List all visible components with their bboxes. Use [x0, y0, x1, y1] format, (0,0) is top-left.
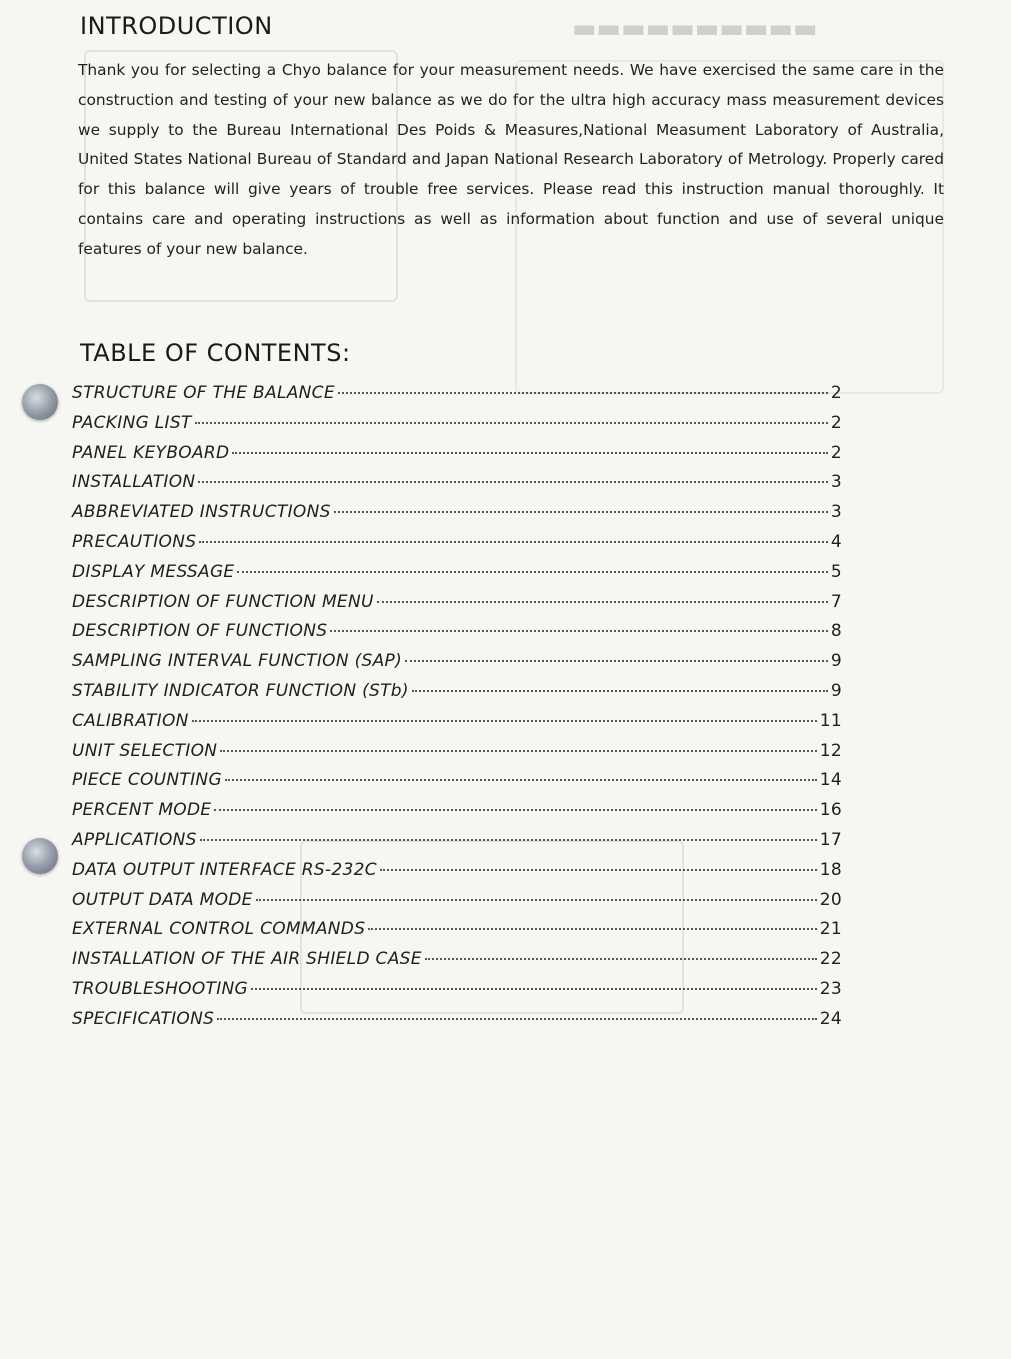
toc-entry	[72, 979, 842, 1009]
toc-entry-title: PIECE COUNTING	[72, 770, 222, 791]
binder-hole	[22, 384, 58, 420]
toc-entry-page: 9	[830, 680, 842, 701]
toc-entry	[72, 949, 842, 979]
toc-leader-dots	[237, 571, 827, 573]
toc-entry-title: CALIBRATION	[72, 710, 189, 731]
toc-entry-page: 4	[830, 531, 842, 552]
toc-entry	[72, 443, 842, 473]
toc-entry-title: PACKING LIST	[72, 412, 192, 433]
toc-leader-dots	[232, 452, 827, 454]
toc-leader-dots	[220, 750, 816, 752]
toc-list	[72, 383, 842, 1039]
toc-entry-title: APPLICATIONS	[72, 829, 197, 850]
toc-entry-page: 20	[819, 889, 842, 910]
toc-entry-page: 2	[830, 412, 842, 433]
toc-leader-dots	[195, 422, 828, 424]
toc-entry	[72, 830, 842, 860]
toc-entry-title: PANEL KEYBOARD	[72, 442, 230, 463]
toc-entry-title: INSTALLATION	[72, 472, 196, 493]
toc-entry	[72, 919, 842, 949]
toc-entry-title: OUTPUT DATA MODE	[72, 889, 253, 910]
toc-entry-title: INSTALLATION OF THE AIR SHIELD CASE	[72, 949, 422, 970]
toc-entry-title: ABBREVIATED INSTRUCTIONS	[72, 502, 331, 523]
toc-entry	[72, 890, 842, 920]
toc-entry-page: 14	[819, 770, 842, 791]
toc-leader-dots	[377, 601, 828, 603]
toc-entry	[72, 592, 842, 622]
toc-entry-title: DESCRIPTION OF FUNCTIONS	[72, 621, 328, 642]
toc-entry-title: PERCENT MODE	[72, 800, 212, 821]
toc-entry-title: DATA OUTPUT INTERFACE RS-232C	[72, 859, 377, 880]
toc-leader-dots	[368, 928, 816, 930]
toc-entry	[72, 711, 842, 741]
toc-entry-page: 2	[830, 442, 842, 463]
toc-entry-page: 17	[819, 829, 842, 850]
toc-entry-page: 3	[830, 472, 842, 493]
introduction-heading: INTRODUCTION	[80, 12, 273, 40]
binder-hole	[22, 838, 58, 874]
toc-entry-title: STRUCTURE OF THE BALANCE	[72, 383, 335, 403]
toc-entry-title: SAMPLING INTERVAL FUNCTION (SAP)	[72, 651, 403, 672]
toc-entry-title: DESCRIPTION OF FUNCTION MENU	[72, 591, 374, 612]
toc-entry	[72, 502, 842, 532]
bleed-through-heading: ▬▬▬▬▬▬▬▬▬▬	[572, 14, 818, 44]
toc-entry	[72, 621, 842, 651]
toc-entry-page: 22	[819, 949, 842, 970]
toc-leader-dots	[405, 660, 828, 662]
toc-entry	[72, 1009, 842, 1039]
toc-leader-dots	[251, 988, 817, 990]
toc-entry-page: 5	[830, 561, 842, 582]
toc-leader-dots	[198, 481, 827, 483]
toc-entry	[72, 681, 842, 711]
toc-leader-dots	[217, 1018, 817, 1020]
toc-entry	[72, 770, 842, 800]
toc-entry-page: 9	[830, 651, 842, 672]
toc-leader-dots	[334, 511, 828, 513]
toc-entry-page: 2	[830, 383, 842, 403]
toc-entry	[72, 472, 842, 502]
toc-entry-page: 12	[819, 740, 842, 761]
toc-entry-page: 8	[830, 621, 842, 642]
toc-entry-title: UNIT SELECTION	[72, 740, 218, 761]
toc-leader-dots	[192, 720, 817, 722]
toc-entry	[72, 651, 842, 681]
toc-leader-dots	[425, 958, 817, 960]
toc-entry-page: 7	[830, 591, 842, 612]
toc-entry-title: TROUBLESHOOTING	[72, 978, 249, 999]
toc-entry	[72, 413, 842, 443]
toc-entry-page: 11	[819, 710, 842, 731]
toc-entry-title: DISPLAY MESSAGE	[72, 561, 235, 582]
toc-entry-page: 23	[819, 978, 842, 999]
toc-leader-dots	[330, 630, 828, 632]
toc-leader-dots	[256, 899, 817, 901]
toc-entry-page: 16	[819, 800, 842, 821]
toc-leader-dots	[214, 809, 816, 811]
toc-entry-page: 24	[819, 1008, 842, 1029]
toc-entry-page: 3	[830, 502, 842, 523]
toc-entry-title: STABILITY INDICATOR FUNCTION (STb)	[72, 680, 409, 701]
toc-leader-dots	[412, 690, 828, 692]
toc-entry-page: 21	[819, 919, 842, 940]
toc-entry-title: SPECIFICATIONS	[72, 1008, 215, 1029]
toc-entry	[72, 562, 842, 592]
toc-heading: TABLE OF CONTENTS:	[80, 339, 351, 367]
toc-entry-page: 18	[819, 859, 842, 880]
toc-entry	[72, 532, 842, 562]
toc-leader-dots	[380, 869, 817, 871]
toc-entry-title: PRECAUTIONS	[72, 531, 197, 552]
introduction-paragraph: Thank you for selecting a Chyo balance for your measurement needs. We have exercised the same care in the construction and testing of your new balance as we do for the ultra high accuracy mass measurement devices we supply to the Bureau International Des Poids & Measures,National Measument Laboratory of Australia, United States National Bureau of Standard and Japan National Research Laboratory of Metrology. Properly cared for this balance will give years of trouble free services. Please read this instruction manual thoroughly. It contains care and operating instructions as well as information about function and use of several unique features of your new balance.	[78, 61, 944, 258]
toc-entry	[72, 860, 842, 890]
toc-entry-title: EXTERNAL CONTROL COMMANDS	[72, 919, 366, 940]
toc-leader-dots	[225, 779, 817, 781]
toc-entry	[72, 383, 842, 413]
toc-leader-dots	[338, 392, 828, 394]
toc-leader-dots	[199, 541, 828, 543]
toc-leader-dots	[200, 839, 817, 841]
toc-entry	[72, 800, 842, 830]
toc-entry	[72, 741, 842, 771]
